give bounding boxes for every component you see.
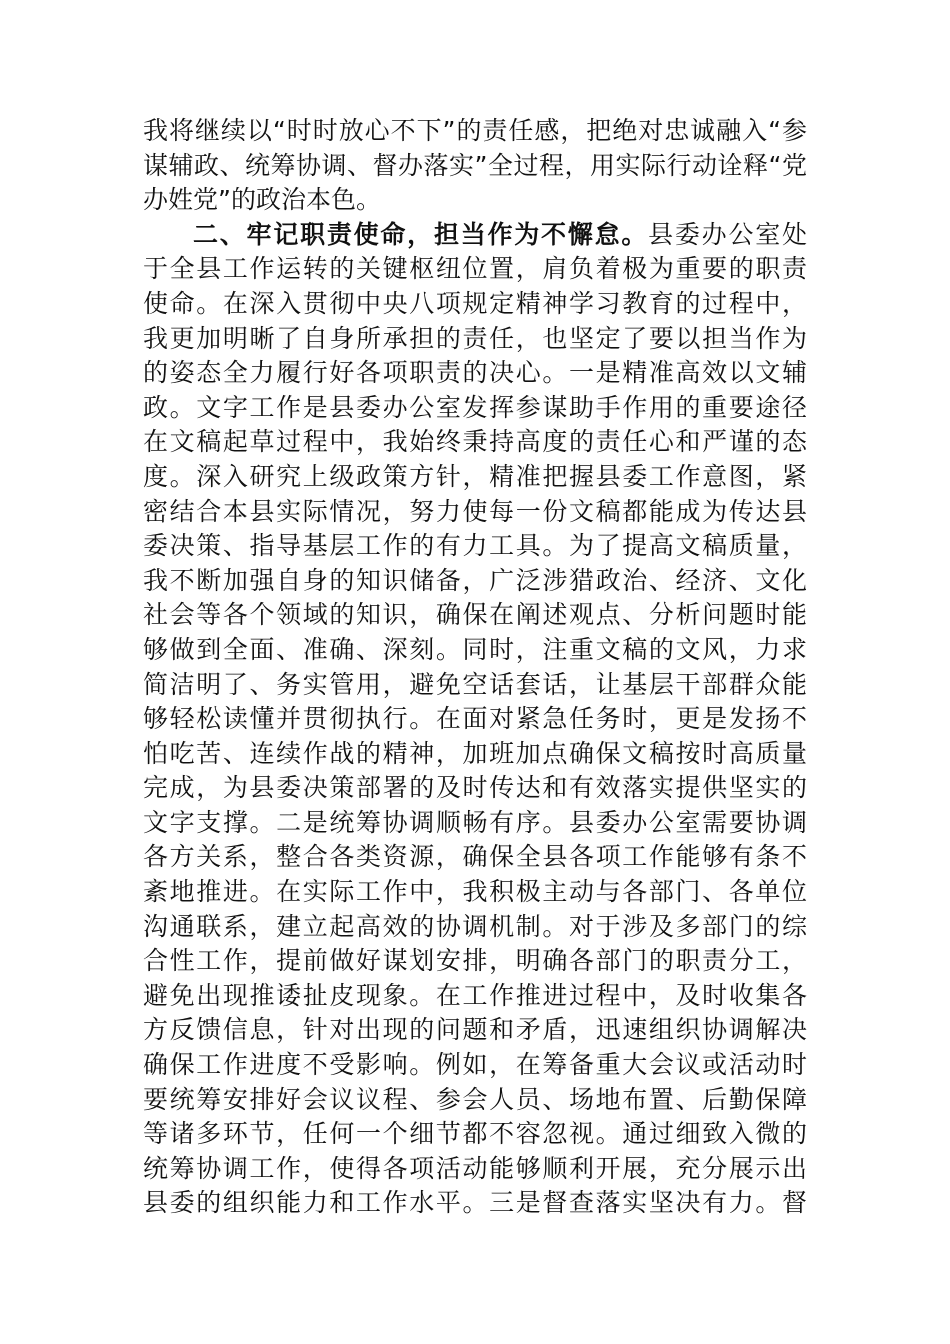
text-line: 社会等各个领域的知识，确保在阐述观点、分析问题时能	[143, 600, 807, 630]
text-line: 确保工作进度不受影响。例如，在筹备重大会议或活动时	[143, 1050, 807, 1080]
text-line: 完成，为县委决策部署的及时传达和有效落实提供坚实的	[143, 773, 807, 803]
text-line: 在文稿起草过程中，我始终秉持高度的责任心和严谨的态	[143, 427, 807, 457]
text-line: 使命。在深入贯彻中央八项规定精神学习教育的过程中，	[143, 288, 807, 318]
text-line-first	[143, 218, 807, 253]
document-body	[143, 114, 807, 1221]
text-line: 我不断加强自身的知识储备，广泛涉猎政治、经济、文化	[143, 565, 807, 595]
text-line: 要统筹安排好会议议程、参会人员、场地布置、后勤保障	[143, 1084, 807, 1114]
text-line: 沟通联系，建立起高效的协调机制。对于涉及多部门的综	[143, 911, 807, 941]
section-heading: 二、牢记职责使命，担当作为不懈怠。	[193, 219, 649, 249]
text-line: 合性工作，提前做好谋划安排，明确各部门的职责分工，	[143, 946, 807, 976]
text-line: 文字支撑。二是统筹协调顺畅有序。县委办公室需要协调	[143, 807, 807, 837]
text-line: 避免出现推诿扯皮现象。在工作推进过程中，及时收集各	[143, 980, 807, 1010]
text-line: 政。文字工作是县委办公室发挥参谋助手作用的重要途径	[143, 392, 807, 422]
text-line: 怕吃苦、连续作战的精神，加班加点确保文稿按时高质量	[143, 738, 807, 768]
text-line: 县委的组织能力和工作水平。三是督查落实坚决有力。督	[143, 1188, 807, 1218]
text-line: 简洁明了、务实管用，避免空话套话，让基层干部群众能	[143, 669, 807, 699]
text-line: 的姿态全力履行好各项职责的决心。一是精准高效以文辅	[143, 358, 807, 388]
text-line: 紊地推进。在实际工作中，我积极主动与各部门、各单位	[143, 877, 807, 907]
text-fragment: 县委办公室处	[648, 219, 807, 249]
text-line: 委决策、指导基层工作的有力工具。为了提高文稿质量，	[143, 531, 807, 561]
text-line: 度。深入研究上级政策方针，精准把握县委工作意图，紧	[143, 461, 807, 491]
text-line: 各方关系，整合各类资源，确保全县各项工作能够有条不	[143, 842, 807, 872]
text-line: 我更加明晰了自身所承担的责任，也坚定了要以担当作为	[143, 323, 807, 353]
text-line: 谋辅政、统筹协调、督办落实”全过程，用实际行动诠释“党	[143, 150, 807, 180]
text-line: 等诸多环节，任何一个细节都不容忽视。通过细致入微的	[143, 1119, 807, 1149]
text-line: 统筹协调工作，使得各项活动能够顺利开展，充分展示出	[143, 1153, 807, 1183]
text-line: 我将继续以“时时放心不下”的责任感，把绝对忠诚融入“参	[143, 116, 807, 145]
text-line: 于全县工作运转的关键枢纽位置，肩负着极为重要的职责	[143, 254, 807, 284]
text-line: 密结合本县实际情况，努力使每一份文稿都能成为传达县	[143, 496, 807, 526]
text-line: 够做到全面、准确、深刻。同时，注重文稿的文风，力求	[143, 634, 807, 664]
paragraph-continuation	[143, 114, 807, 218]
text-line: 够轻松读懂并贯彻执行。在面对紧急任务时，更是发扬不	[143, 704, 807, 734]
text-line: 方反馈信息，针对出现的问题和矛盾，迅速组织协调解决	[143, 1015, 807, 1045]
paragraph-section-two	[143, 218, 807, 1221]
text-line: 办姓党”的政治本色。	[143, 185, 381, 215]
